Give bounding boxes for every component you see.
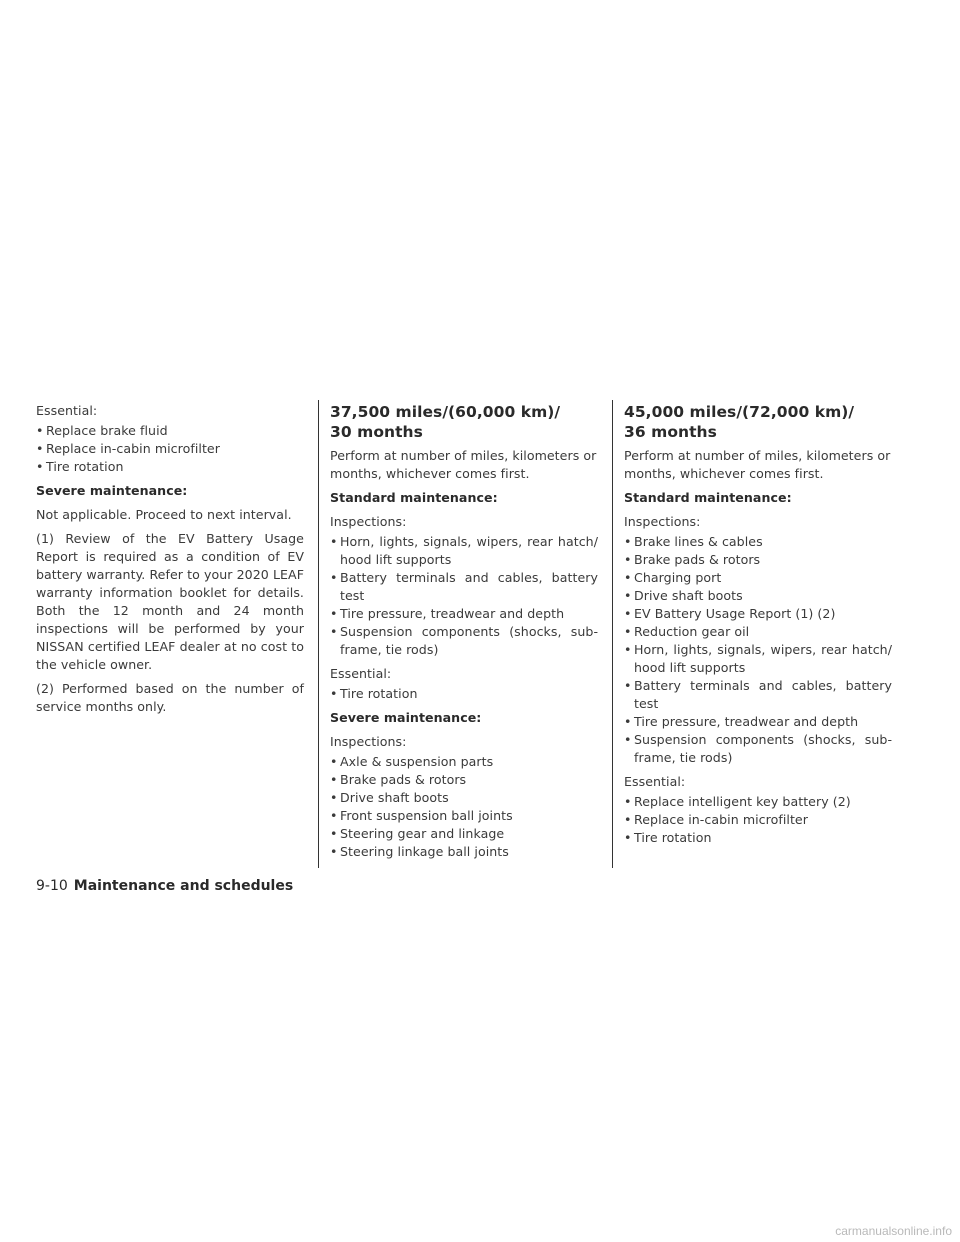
essential-list <box>624 793 892 847</box>
standard-list <box>624 533 892 767</box>
list-item: • Steering gear and linkage <box>330 825 598 843</box>
list-item: • Replace intelligent key battery (2) <box>624 793 892 811</box>
list-item: • Replace in-cabin microfilter <box>624 811 892 829</box>
list-item: • Battery terminals and cables, battery test <box>330 569 598 605</box>
list-item: • Front suspension ball joints <box>330 807 598 825</box>
list-item: • Replace brake fluid <box>36 422 304 440</box>
interval-heading <box>624 402 892 442</box>
list-item: • Drive shaft boots <box>624 587 892 605</box>
note-1: (1) Review of the EV Battery Usage Report is required as a condition of EV battery warranty. Refer to your 2020 LEAF warranty information booklet for details. Both the 12 month and 24 month inspections will be performed by your NISSAN certified LEAF dealer at no cost to the vehicle owner. <box>36 531 304 672</box>
note-2: (2) Performed based on the number of service months only. <box>36 681 304 714</box>
list-item: • Suspension components (shocks, subframe, tie rods) <box>624 731 892 767</box>
list-item: • Drive shaft boots <box>330 789 598 807</box>
intro-text: Perform at number of miles, kilometers or months, whichever comes first. <box>330 448 597 481</box>
page-footer <box>36 877 293 895</box>
severe-inspections-label: Inspections: <box>330 734 407 749</box>
list-item: • Axle & suspension parts <box>330 753 598 771</box>
watermark: carmanualsonline.info <box>835 1224 952 1238</box>
list-item: • Tire rotation <box>330 685 598 703</box>
severe-text: Not applicable. Proceed to next interval. <box>36 507 292 522</box>
essential-list <box>36 422 304 476</box>
column-1 <box>36 402 304 722</box>
column-3 <box>624 402 892 853</box>
standard-list <box>330 533 598 659</box>
heading-line-1: 37,500 miles/(60,000 km)/ <box>330 403 561 421</box>
list-item: • Replace in-cabin microfilter <box>36 440 304 458</box>
section-title: Maintenance and schedules <box>73 878 294 894</box>
heading-line-2: 30 months <box>330 423 423 441</box>
essential-list <box>330 685 598 703</box>
severe-list <box>330 753 598 861</box>
list-item: • Charging port <box>624 569 892 587</box>
list-item: • Brake pads & rotors <box>624 551 892 569</box>
list-item: • Suspension components (shocks, subframe, tie rods) <box>330 623 598 659</box>
inspections-label: Inspections: <box>330 514 407 529</box>
list-item: • Brake pads & rotors <box>330 771 598 789</box>
list-item: • Battery terminals and cables, battery test <box>624 677 892 713</box>
column-2 <box>330 402 598 867</box>
severe-label: Severe maintenance: <box>36 483 188 498</box>
list-item: • Tire pressure, treadwear and depth <box>624 713 892 731</box>
severe-label: Severe maintenance: <box>330 710 482 725</box>
list-item: • EV Battery Usage Report (1) (2) <box>624 605 892 623</box>
intro-text: Perform at number of miles, kilometers or months, whichever comes first. <box>624 448 891 481</box>
list-item: • Brake lines & cables <box>624 533 892 551</box>
essential-label: Essential: <box>36 403 98 418</box>
list-item: • Tire rotation <box>36 458 304 476</box>
list-item: • Horn, lights, signals, wipers, rear hatch/ hood lift supports <box>330 533 598 569</box>
heading-line-1: 45,000 miles/(72,000 km)/ <box>624 403 855 421</box>
essential-label: Essential: <box>624 774 686 789</box>
standard-label: Standard maintenance: <box>330 490 498 505</box>
page-number: 9-10 <box>36 878 68 894</box>
standard-label: Standard maintenance: <box>624 490 792 505</box>
essential-label: Essential: <box>330 666 392 681</box>
inspections-label: Inspections: <box>624 514 701 529</box>
list-item: • Horn, lights, signals, wipers, rear hatch/ hood lift supports <box>624 641 892 677</box>
heading-line-2: 36 months <box>624 423 717 441</box>
column-divider <box>612 400 613 868</box>
list-item: • Tire rotation <box>624 829 892 847</box>
column-divider <box>318 400 319 868</box>
list-item: • Steering linkage ball joints <box>330 843 598 861</box>
list-item: • Tire pressure, treadwear and depth <box>330 605 598 623</box>
list-item: • Reduction gear oil <box>624 623 892 641</box>
interval-heading <box>330 402 598 442</box>
